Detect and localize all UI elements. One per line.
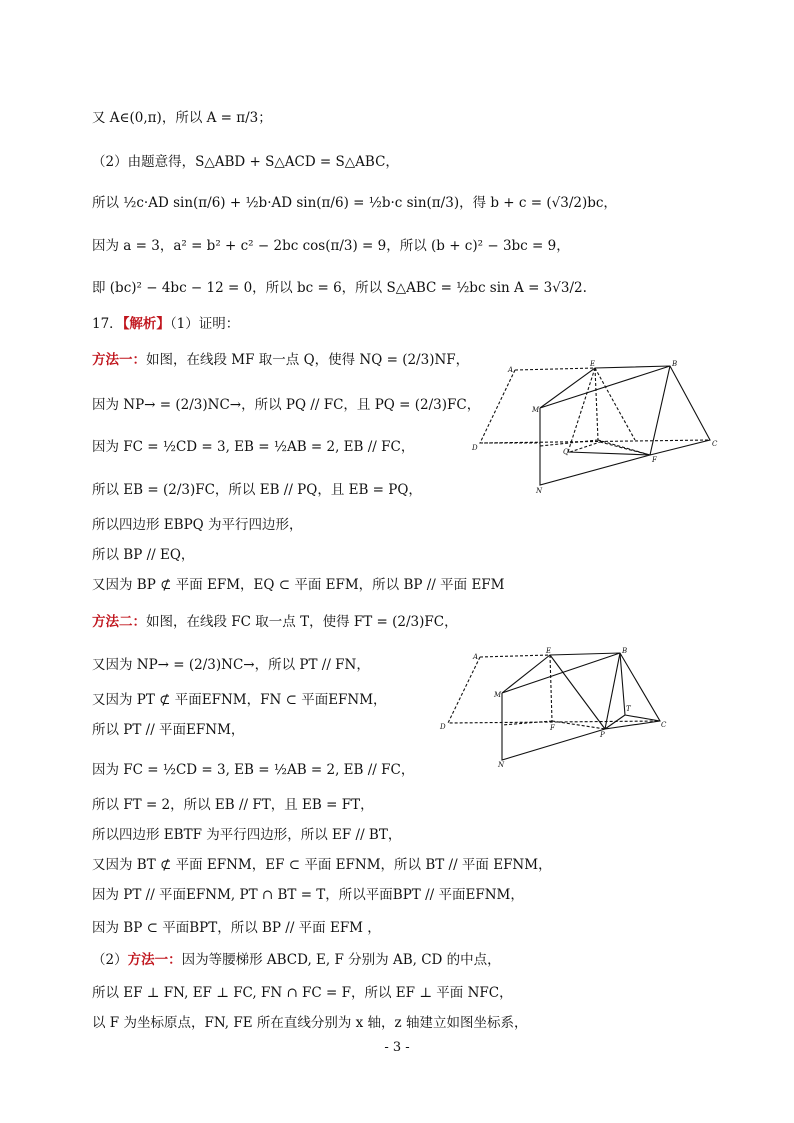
text-line-l18: 因为 FC = ½CD = 3, EB = ½AB = 2, EB // FC， — [92, 762, 415, 778]
text-segment: （2） — [92, 952, 128, 968]
fig1-solid-edges — [540, 366, 710, 485]
fig2-label-A: A — [473, 653, 479, 661]
text-line-l17: 所以 PT // 平面EFNM， — [92, 722, 245, 738]
section-marker: 【解析】 — [122, 316, 170, 332]
text-segment: （1）证明： — [169, 316, 240, 332]
text-line-l20: 所以四边形 EBTF 为平行四边形，所以 EF // BT， — [92, 827, 402, 843]
fig2-label-N: N — [498, 761, 505, 769]
fig2-label-M: M — [494, 691, 502, 699]
figure-1-solid — [470, 360, 720, 495]
text-line-l6 — [92, 314, 239, 334]
text-line-l21: 又因为 BT ⊄ 平面 EFNM，EF ⊂ 平面 EFNM，所以 BT // 平面 EFNM， — [92, 857, 552, 873]
fig2-label-D: D — [440, 723, 446, 731]
fig2-label-E: E — [546, 647, 552, 655]
text-line-l25: 所以 EF ⊥ FN, EF ⊥ FC, FN ∩ FC = F，所以 EF ⊥ 平面 NFC， — [92, 985, 513, 1001]
text-line-l7 — [92, 350, 469, 370]
fig2-label-P: P — [600, 731, 605, 739]
page-number: - 3 - — [384, 1040, 410, 1055]
fig2-label-C: C — [661, 721, 667, 729]
text-line-l2: （2）由题意得，S△ABD + S△ACD = S△ABC， — [92, 154, 399, 170]
section-marker: 方法一： — [92, 352, 146, 368]
fig1-label-N: N — [536, 487, 543, 495]
section-marker: 方法二： — [92, 614, 146, 630]
fig1-label-D: D — [472, 444, 478, 452]
text-line-l5: 即 (bc)² − 4bc − 12 = 0，所以 bc = 6，所以 S△ABC = ½bc sin A = 3√3/2. — [92, 280, 587, 296]
text-line-l9: 因为 FC = ½CD = 3, EB = ½AB = 2, EB // FC， — [92, 439, 415, 455]
fig1-label-E: E — [590, 360, 596, 368]
figure-2-solid — [440, 645, 665, 770]
text-segment: 因为等腰梯形 ABCD, E, F 分别为 AB, CD 的中点， — [181, 952, 501, 968]
text-segment: 17． — [92, 316, 123, 332]
text-line-l23: 因为 BP ⊂ 平面BPT，所以 BP // 平面 EFM ， — [92, 920, 381, 936]
text-line-l13: 又因为 BP ⊄ 平面 EFM，EQ ⊂ 平面 EFM，所以 BP // 平面 EFM — [92, 577, 505, 593]
fig1-label-F: F — [652, 456, 657, 464]
text-line-l12: 所以 BP // EQ， — [92, 547, 195, 563]
fig1-label-Q: Q — [563, 448, 569, 456]
text-line-l15: 又因为 NP→ = (2/3)NC→，所以 PT // FN， — [92, 657, 370, 673]
fig1-label-A: A — [508, 366, 514, 374]
text-line-l19: 所以 FT = 2，所以 EB // FT，且 EB = FT， — [92, 797, 374, 813]
text-segment: 如图，在线段 MF 取一点 Q，使得 NQ = (2/3)NF， — [146, 352, 470, 368]
text-segment: 如图，在线段 FC 取一点 T，使得 FT = (2/3)FC， — [146, 614, 458, 630]
text-line-l1: 又 A∈(0,π)，所以 A = π/3； — [92, 110, 272, 126]
text-line-l8: 因为 NP→ = (2/3)NC→，所以 PQ // FC，且 PQ = (2/3)FC， — [92, 397, 481, 413]
text-line-l24 — [92, 950, 501, 970]
text-line-l22: 因为 PT // 平面EFNM, PT ∩ BT = T，所以平面BPT // 平面EFNM， — [92, 887, 524, 903]
fig2-solid-edges — [502, 653, 660, 760]
section-marker: 方法一： — [127, 952, 182, 968]
text-line-l3: 所以 ½c·AD sin(π/6) + ½b·AD sin(π/6) = ½b·c sin(π/3)，得 b + c = (√3/2)bc， — [92, 195, 617, 211]
text-line-l14 — [92, 612, 458, 632]
fig1-label-M: M — [532, 406, 540, 414]
fig1-label-C: C — [712, 440, 718, 448]
text-line-l10: 所以 EB = (2/3)FC，所以 EB // PQ，且 EB = PQ， — [92, 482, 422, 498]
text-line-l26: 以 F 为坐标原点，FN, FE 所在直线分别为 x 轴，z 轴建立如图坐标系， — [92, 1015, 528, 1031]
fig2-label-F: F — [550, 724, 555, 732]
fig2-label-T: T — [626, 705, 631, 713]
fig1-label-B: B — [672, 360, 678, 368]
fig2-label-B: B — [622, 647, 628, 655]
text-line-l16: 又因为 PT ⊄ 平面EFNM，FN ⊂ 平面EFNM， — [92, 692, 387, 708]
text-line-l4: 因为 a = 3，a² = b² + c² − 2bc cos(π/3) = 9，所以 (b + c)² − 3bc = 9， — [92, 238, 570, 254]
text-line-l11: 所以四边形 EBPQ 为平行四边形， — [92, 517, 303, 533]
